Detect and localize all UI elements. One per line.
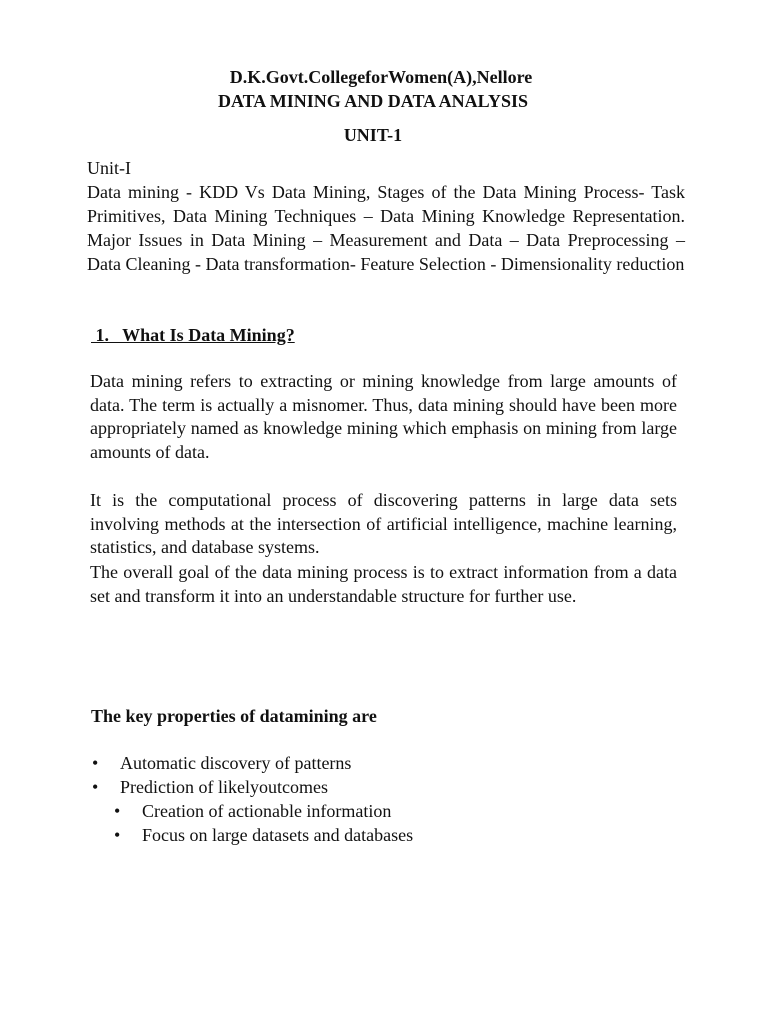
- college-name: D.K.Govt.CollegeforWomen(A),Nellore: [229, 67, 533, 87]
- paragraph-definition: Data mining refers to extracting or mining knowledge from large amounts of data. The term is actually a misnomer. Thus, data mining should have been more appropriately named as knowledge mining which emphasis on mining from large amounts of data.: [90, 371, 677, 463]
- section-heading: 1. What Is Data Mining?: [91, 325, 295, 345]
- key-properties-heading: The key properties of datamining are: [91, 706, 377, 726]
- paragraph-goal: The overall goal of the data mining process is to extract information from a data set and transform it into an understandable structure for further use.: [90, 562, 677, 606]
- list-item-text: Focus on large datasets and databases: [142, 825, 414, 845]
- subject-title: DATA MINING AND DATA ANALYSIS: [217, 91, 529, 111]
- list-item-text: Automatic discovery of patterns: [120, 753, 352, 773]
- bullet-icon: •: [92, 777, 99, 797]
- bullet-icon: •: [114, 825, 121, 845]
- unit-title: UNIT-1: [343, 125, 403, 145]
- syllabus-text: Data mining - KDD Vs Data Mining, Stages of the Data Mining Process- Task Primitives, Data Mining Techniques – Data Mining Knowledge Representation. Major Issues in Data Mining – Measurement and Data – Data Preprocessing – Data Cleaning - Data transformation- Feature Selection - Dimensionality reduction: [87, 182, 685, 274]
- bullet-icon: •: [92, 753, 99, 773]
- paragraph-computational: It is the computational process of discovering patterns in large data sets involving methods at the intersection of artificial intelligence, machine learning, statistics, and database systems.: [90, 490, 677, 558]
- list-item-text: Creation of actionable information: [142, 801, 392, 821]
- bullet-icon: •: [114, 801, 121, 821]
- list-item-text: Prediction of likelyoutcomes: [120, 777, 328, 797]
- syllabus-label: Unit-I: [87, 158, 131, 178]
